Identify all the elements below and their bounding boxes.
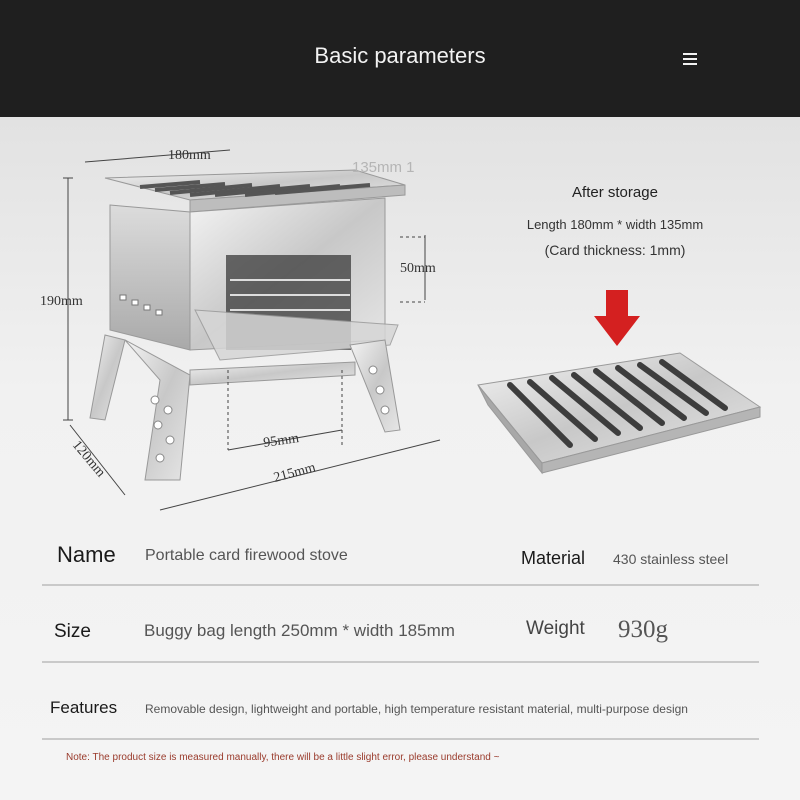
measurement-note: Note: The product size is measured manually, there will be a little slight error, please understand ~: [66, 752, 500, 763]
name-label: Name: [57, 542, 116, 567]
stove-dimension-diagram: [30, 140, 470, 520]
down-arrow-icon: [592, 290, 642, 348]
dim-base-width: 215mm: [272, 460, 318, 486]
material-value: 430 stainless steel: [613, 551, 729, 567]
weight-label: Weight: [526, 618, 585, 639]
page-title: Basic parameters: [314, 43, 486, 68]
hamburger-menu-icon[interactable]: [680, 50, 700, 68]
features-value: Removable design, lightweight and portable, high temperature resistant material, multi-purpose design: [145, 702, 688, 716]
material-label: Material: [521, 548, 586, 568]
size-label: Size: [54, 621, 91, 642]
divider: [42, 738, 759, 740]
name-value: Portable card firewood stove: [145, 547, 348, 564]
weight-value: 930g: [618, 616, 668, 643]
dim-height: 190mm: [40, 294, 83, 309]
dim-top-depth: 135mm 1: [352, 159, 415, 176]
storage-dims: Length 180mm * width 135mm: [526, 217, 704, 232]
divider: [42, 584, 759, 586]
size-value: Buggy bag length 250mm * width 185mm: [144, 621, 455, 640]
dim-leg-depth: 120mm: [68, 437, 108, 481]
features-label: Features: [50, 698, 118, 717]
folded-stove-image: [470, 345, 770, 485]
storage-thickness: (Card thickness: 1mm): [544, 242, 686, 258]
dim-window-width: 95mm: [262, 431, 300, 451]
stove-body: [110, 198, 398, 360]
divider: [42, 661, 759, 663]
dim-window-height: 50mm: [400, 261, 436, 276]
page-header: [0, 0, 800, 117]
dim-top-width: 180mm: [168, 148, 211, 163]
storage-title: After storage: [572, 184, 658, 201]
